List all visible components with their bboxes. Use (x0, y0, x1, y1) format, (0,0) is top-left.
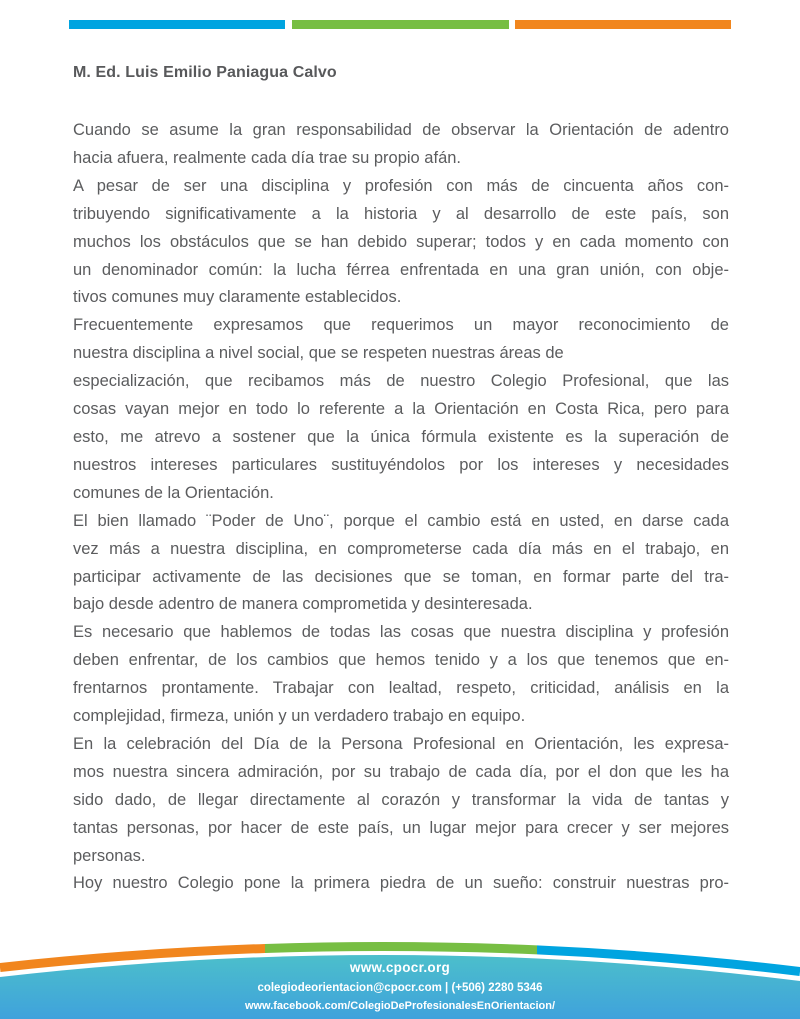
text-line: especialización, que recibamos más de nuestro Colegio Profesional, que las (73, 372, 729, 391)
text-line: tivos comunes muy claramente establecidos. (73, 288, 402, 307)
text-line: un denominador común: la lucha férrea enfrentada en una gran unión, con obje- (73, 260, 729, 279)
text-line: A pesar de ser una disciplina y profesión con más de cincuenta años con- (73, 176, 729, 195)
header-bar-blue-segment (69, 20, 285, 29)
text-line: El bien llamado ¨Poder de Uno¨, porque el cambio está en usted, en darse cada (73, 511, 729, 530)
text-line: deben enfrentar, de los cambios que hemos tenido y a los que tenemos que en- (73, 651, 729, 670)
article-body (73, 117, 729, 898)
text-line: tantas personas, por hacer de este país, un lugar mejor para crecer y ser mejores (73, 818, 729, 837)
text-line: muchos los obstáculos que se han debido superar; todos y en cada momento con (73, 232, 729, 251)
text-line: nuestros intereses particulares sustituyéndolos por los intereses y necesidades (73, 455, 729, 474)
text-line: esto, me atrevo a sostener que la única fórmula existente es la superación de (73, 427, 729, 446)
text-line: participar activamente de las decisiones que se toman, en formar parte del tra- (73, 567, 729, 586)
text-line: sido dado, de llegar directamente al corazón y transformar la vida de tantas y (73, 790, 729, 809)
text-line: Hoy nuestro Colegio pone la primera piedra de un sueño: construir nuestras pro- (73, 874, 729, 893)
footer-contact: colegiodeorientacion@cpocr.com | (+506) 2280 5346 (257, 982, 543, 994)
text-line: Cuando se asume la gran responsabilidad de observar la Orientación de adentro (73, 121, 729, 139)
text-line: tribuyendo significativamente a la historia y al desarrollo de este país, son (73, 204, 729, 223)
text-line: comunes de la Orientación. (73, 483, 274, 502)
paragraph (73, 173, 729, 313)
footer-facebook: www.facebook.com/ColegioDeProfesionalesEnOrientacion/ (244, 1000, 556, 1012)
text-line: hacia afuera, realmente cada día trae su propio afán. (73, 148, 461, 167)
header-bar-orange-segment (515, 20, 731, 29)
paragraph (73, 619, 729, 731)
text-line: vez más a nuestra disciplina, en comprometerse cada día más en el trabajo, en (73, 539, 729, 558)
text-line: nuestra disciplina a nivel social, que se respeten nuestras áreas de (73, 344, 564, 363)
text-line: En la celebración del Día de la Persona Profesional en Orientación, les expresa- (73, 734, 729, 753)
text-line: frentarnos prontamente. Trabajar con lealtad, respeto, criticidad, análisis en la (73, 679, 729, 698)
paragraph (73, 870, 729, 898)
text-line: personas. (73, 846, 146, 865)
text-line: Es necesario que hablemos de todas las cosas que nuestra disciplina y profesión (73, 623, 729, 642)
text-line: Frecuentemente expresamos que requerimos un mayor reconocimiento de (73, 316, 729, 335)
footer-website: www.cpocr.org (349, 960, 451, 975)
text-line: bajo desde adentro de manera comprometida y desinteresada. (73, 595, 533, 614)
paragraph (73, 312, 729, 507)
paragraph (73, 508, 729, 620)
header-bar-green-segment (292, 20, 509, 29)
text-line: mos nuestra sincera admiración, por su trabajo de cada día, por el don que les ha (73, 762, 729, 781)
paragraph (73, 117, 729, 173)
author-name: M. Ed. Luis Emilio Paniagua Calvo (73, 64, 337, 81)
text-line: complejidad, firmeza, unión y un verdadero trabajo en equipo. (73, 707, 526, 726)
text-line: cosas vayan mejor en todo lo referente a la Orientación en Costa Rica, pero para (73, 400, 729, 419)
paragraph (73, 731, 729, 871)
